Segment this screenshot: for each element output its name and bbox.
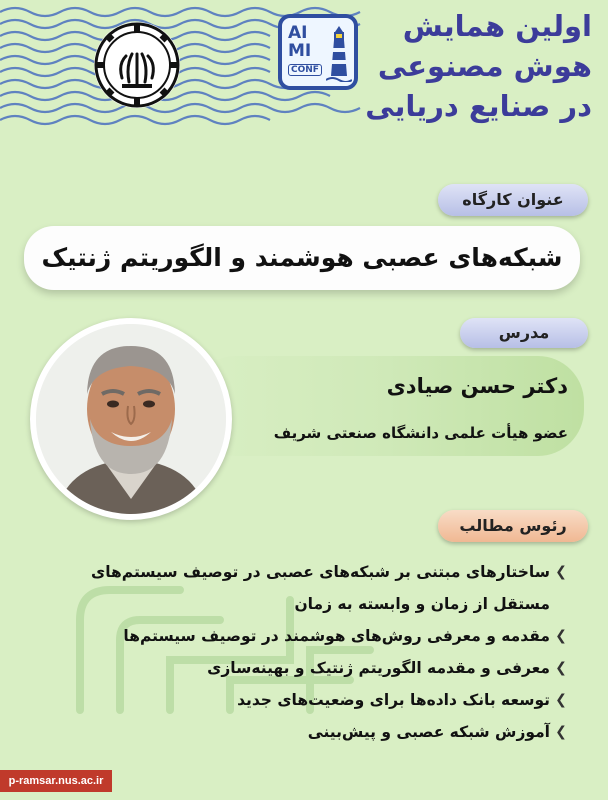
workshop-label: عنوان کارگاه (438, 184, 588, 216)
chevron-icon: ❮ (555, 692, 567, 708)
list-item: ❮ مقدمه و معرفی روش‌های هوشمند در توصیف سیستم‌ها (32, 620, 572, 652)
chevron-icon: ❮ (555, 660, 567, 676)
teacher-name: دکتر حسن صیادی (386, 374, 568, 398)
title-line-2: هوش مصنوعی (377, 49, 592, 83)
chevron-icon: ❮ (555, 724, 567, 740)
conference-title (362, 6, 592, 126)
chevron-icon: ❮ (555, 628, 567, 644)
footer-url[interactable]: p-ramsar.nus.ac.ir (0, 770, 112, 792)
list-item: ❮ ساختارهای مبتنی بر شبکه‌های عصبی در توصیف سیستم‌های مستقل از زمان و وابسته به زمان (32, 556, 572, 620)
chevron-icon: ❮ (555, 564, 567, 580)
title-line-3: در صنایع دریایی (365, 89, 592, 123)
topics-list (32, 556, 572, 748)
aimi-conference-logo (278, 14, 358, 90)
lighthouse-icon (326, 24, 352, 82)
teacher-photo (30, 318, 232, 520)
portrait-illustration (36, 324, 226, 514)
title-line-1: اولین همایش (402, 9, 592, 43)
aimi-logo-text: AI MI (288, 23, 312, 61)
list-item: ❮ آموزش شبکه عصبی و پیش‌بینی (32, 716, 572, 748)
list-item: ❮ توسعه بانک داده‌ها برای وضعیت‌های جدید (32, 684, 572, 716)
teacher-label: مدرس (460, 318, 588, 348)
teacher-role: عضو هیأت علمی دانشگاه صنعتی شریف (273, 424, 568, 442)
sharif-university-logo (94, 22, 180, 108)
workshop-title: شبکه‌های عصبی هوشمند و الگوریتم ژنتیک (24, 226, 580, 290)
list-item: ❮ معرفی و مقدمه الگوریتم ژنتیک و بهینه‌سازی (32, 652, 572, 684)
aimi-conf-label: CONF (288, 64, 322, 76)
topics-label: رئوس مطالب (438, 510, 588, 542)
